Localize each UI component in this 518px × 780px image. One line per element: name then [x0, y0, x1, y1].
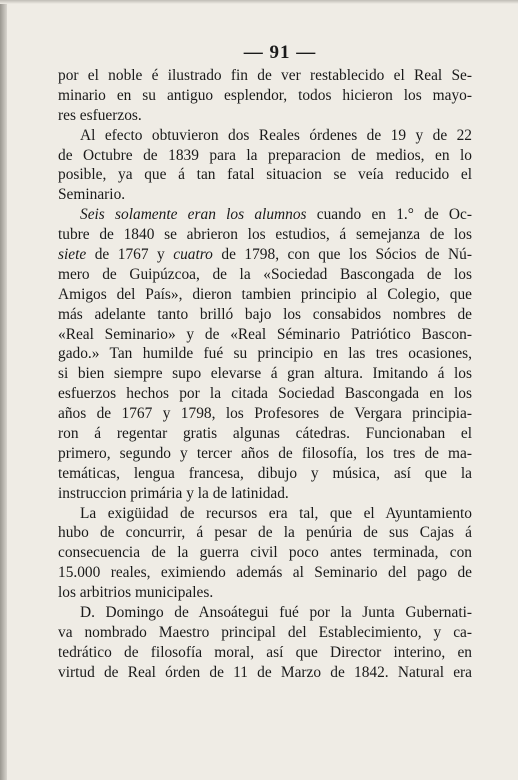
text-line: posible, ya que á tan fatal situacion se veía reducido el — [58, 166, 472, 184]
paragraph-3 — [58, 205, 472, 503]
text-line: res esfuerzos. — [58, 106, 142, 124]
text-line: esfuerzos hechos por la citada Sociedad Bascongada en los — [58, 385, 472, 403]
text-line: temáticas, lengua francesa, dibujo y música, así que la — [58, 464, 472, 482]
text-line: instruccion primária y la de latinidad. — [58, 484, 289, 502]
paragraph-4 — [58, 504, 472, 603]
text-line: primero, segundo y tercer años de filosofía, los tres de ma- — [58, 444, 472, 462]
text-line: 15.000 reales, eximiendo además al Seminario del pago de — [58, 564, 472, 582]
italic-word: siete — [58, 246, 87, 264]
paragraph-2 — [58, 126, 472, 206]
text-line: gado.» Tan humilde fué su principio en las tres ocasiones, — [58, 345, 472, 363]
text-run: de 1767 y — [86, 246, 174, 264]
text-line: tedrático de filosofía moral, así que Director interino, en — [58, 643, 472, 661]
text-run: cuando en 1.° de Oc- — [306, 206, 472, 224]
text-line-mixed — [58, 205, 472, 225]
text-line: años de 1767 y 1798, los Profesores de Vergara principia- — [58, 405, 472, 423]
italic-word: cuatro — [173, 246, 213, 264]
text-line: más adelante tanto brilló bajo los consabidos nombres de — [58, 305, 472, 323]
text-line: si bien siempre supo elevarse á gran altura. Imitando á los — [58, 365, 472, 383]
paragraph-5 — [58, 603, 472, 683]
text-line: los arbitrios municipales. — [58, 584, 214, 602]
page-number: — 91 — — [243, 42, 317, 63]
body-text — [58, 66, 472, 683]
text-run: de 1798, con que los Sócios de Nú- — [212, 246, 472, 264]
text-line: Seminario. — [58, 186, 126, 204]
text-line: Amigos del País», dieron tambien principio al Colegio, que — [58, 285, 472, 303]
italic-phrase: Seis solamente eran los alumnos — [80, 206, 307, 224]
page-top-shadow — [0, 0, 518, 4]
page-edge-shadow — [0, 0, 7, 780]
text-line: «Real Seminario» y de «Real Séminario Patriótico Bascon- — [58, 325, 472, 343]
text-line: tubre de 1840 se abrieron los estudios, á semejanza de los — [58, 226, 472, 244]
text-line: mero de Guipúzcoa, de la «Sociedad Bascongada de los — [58, 265, 472, 283]
text-line-mixed — [58, 245, 472, 265]
text-line: va nombrado Maestro principal del Establecimiento, y ca- — [58, 623, 472, 641]
text-line: consecuencia de la guerra civil poco antes terminada, con — [58, 544, 472, 562]
text-line: de Octubre de 1839 para la preparacion de medios, en lo — [58, 146, 472, 164]
text-line: hubo de concurrir, á pesar de la penúria de sus Cajas á — [58, 524, 472, 542]
text-line: por el noble é ilustrado fin de ver restablecido el Real Se- — [58, 67, 472, 84]
text-line: La exigüidad de recursos era tal, que el Ayuntamiento — [80, 504, 472, 522]
text-line: ron á regentar gratis algunas cátedras. Funcionaban el — [58, 425, 472, 443]
text-line: virtud de Real órden de 11 de Marzo de 1842. Natural era — [58, 663, 472, 681]
text-line: D. Domingo de Ansoátegui fué por la Junta Gubernati- — [80, 604, 472, 622]
text-line: minario en su antiguo esplendor, todos hicieron los mayo- — [58, 86, 472, 104]
paragraph-1 — [58, 66, 472, 126]
text-line: Al efecto obtuvieron dos Reales órdenes de 19 y de 22 — [80, 126, 472, 144]
